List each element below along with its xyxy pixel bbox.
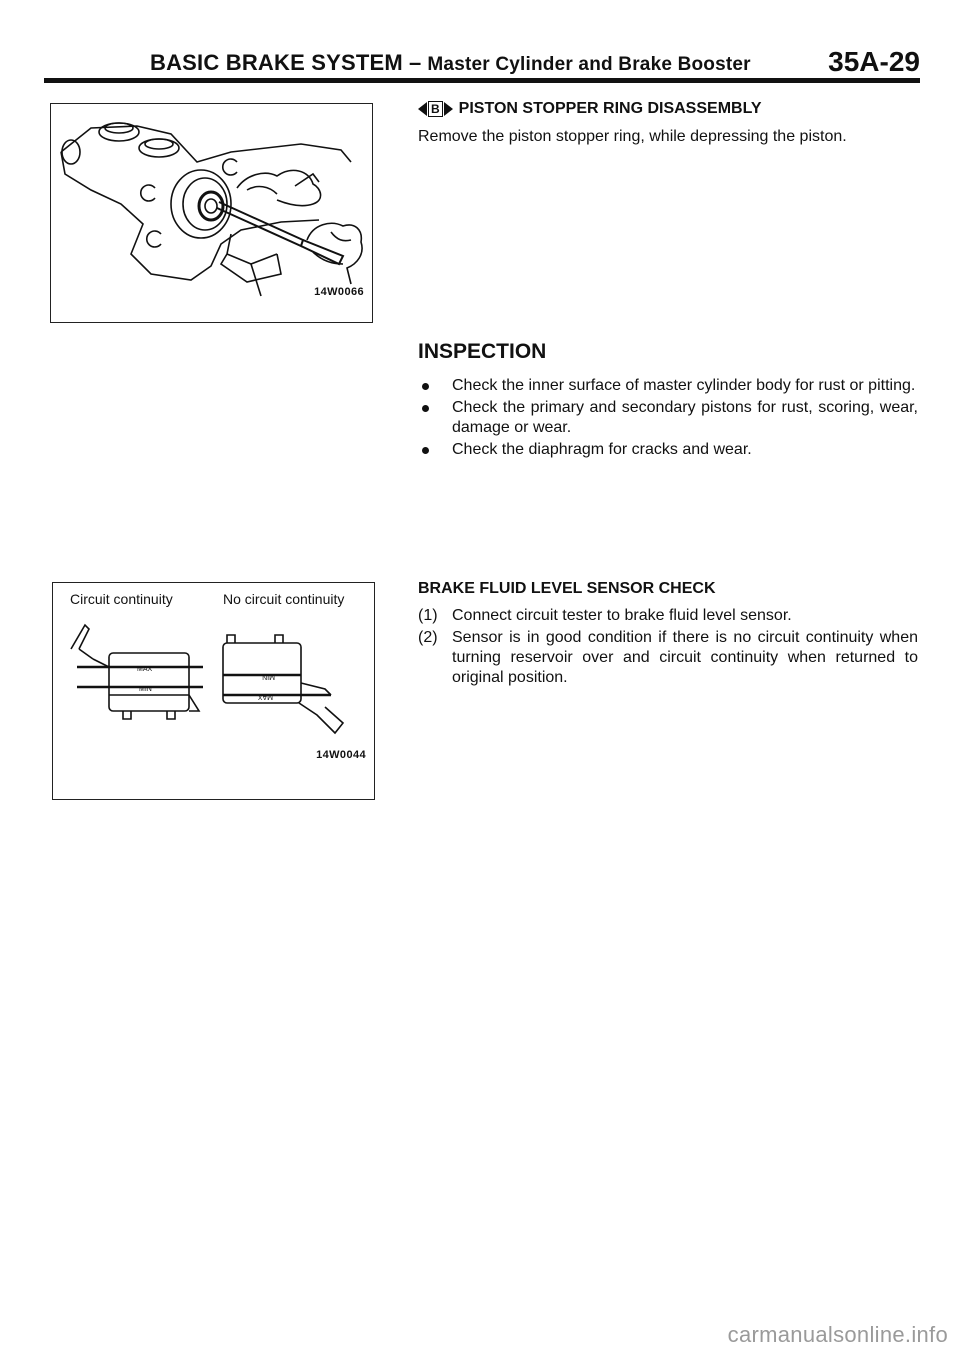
- page-header: [150, 46, 920, 80]
- piston-title: PISTON STOPPER RING DISASSEMBLY: [458, 100, 762, 117]
- caption-no-circuit-continuity: No circuit continuity: [223, 591, 345, 607]
- item-text: Check the inner surface of master cylinder body for rust or pitting.: [452, 377, 916, 394]
- procedure-badge: [418, 101, 453, 117]
- page-number: 35A-29: [828, 46, 920, 77]
- step-number: (1): [418, 607, 438, 624]
- max-mark-inverted: MAX: [257, 693, 273, 700]
- section-piston-stopper: [418, 100, 918, 147]
- min-mark-inverted: MIN: [262, 673, 275, 680]
- item-text: Check the diaphragm for cracks and wear.: [452, 441, 752, 458]
- list-item: [418, 606, 918, 626]
- badge-letter: B: [428, 101, 443, 117]
- bullet-icon: [422, 383, 429, 390]
- figure-code: 14W0066: [314, 286, 364, 298]
- header-dash: –: [408, 50, 422, 75]
- triangle-right-icon: [444, 102, 453, 116]
- header-rule: [44, 78, 920, 83]
- figure-fluid-level-sensor: [52, 582, 375, 800]
- min-mark: MIN: [139, 686, 152, 693]
- inspection-title: INSPECTION: [418, 340, 547, 363]
- figure-code: 14W0044: [316, 749, 366, 761]
- section-sensor-check: [418, 580, 918, 690]
- sensor-steps: [418, 606, 918, 688]
- header-title: [150, 50, 751, 76]
- section-title: BASIC BRAKE SYSTEM: [150, 50, 403, 75]
- bullet-icon: [422, 447, 429, 454]
- figure-piston-stopper: [50, 103, 373, 323]
- step-number: (2): [418, 629, 438, 646]
- subsection-title: Master Cylinder and Brake Booster: [427, 54, 751, 75]
- list-item: [418, 376, 918, 396]
- piston-body: Remove the piston stopper ring, while depressing the piston.: [418, 128, 847, 145]
- watermark: carmanualsonline.info: [727, 1322, 948, 1347]
- sensor-title: BRAKE FLUID LEVEL SENSOR CHECK: [418, 580, 716, 597]
- inspection-list: [418, 376, 918, 460]
- list-item: [418, 398, 918, 438]
- section-inspection: [418, 340, 918, 462]
- bullet-icon: [422, 405, 429, 412]
- reservoir-illustration: [53, 583, 373, 798]
- triangle-left-icon: [418, 102, 427, 116]
- piston-heading: [418, 100, 918, 118]
- list-item: [418, 628, 918, 688]
- step-text: Connect circuit tester to brake fluid level sensor.: [452, 607, 792, 624]
- max-mark: MAX: [137, 666, 153, 673]
- item-text: Check the primary and secondary pistons for rust, scoring, wear, damage or wear.: [452, 399, 918, 436]
- list-item: [418, 440, 918, 460]
- step-text: Sensor is in good condition if there is no circuit continuity when turning reservoir over and circuit continuity when returned to original position.: [452, 629, 918, 686]
- caption-circuit-continuity: Circuit continuity: [70, 591, 173, 607]
